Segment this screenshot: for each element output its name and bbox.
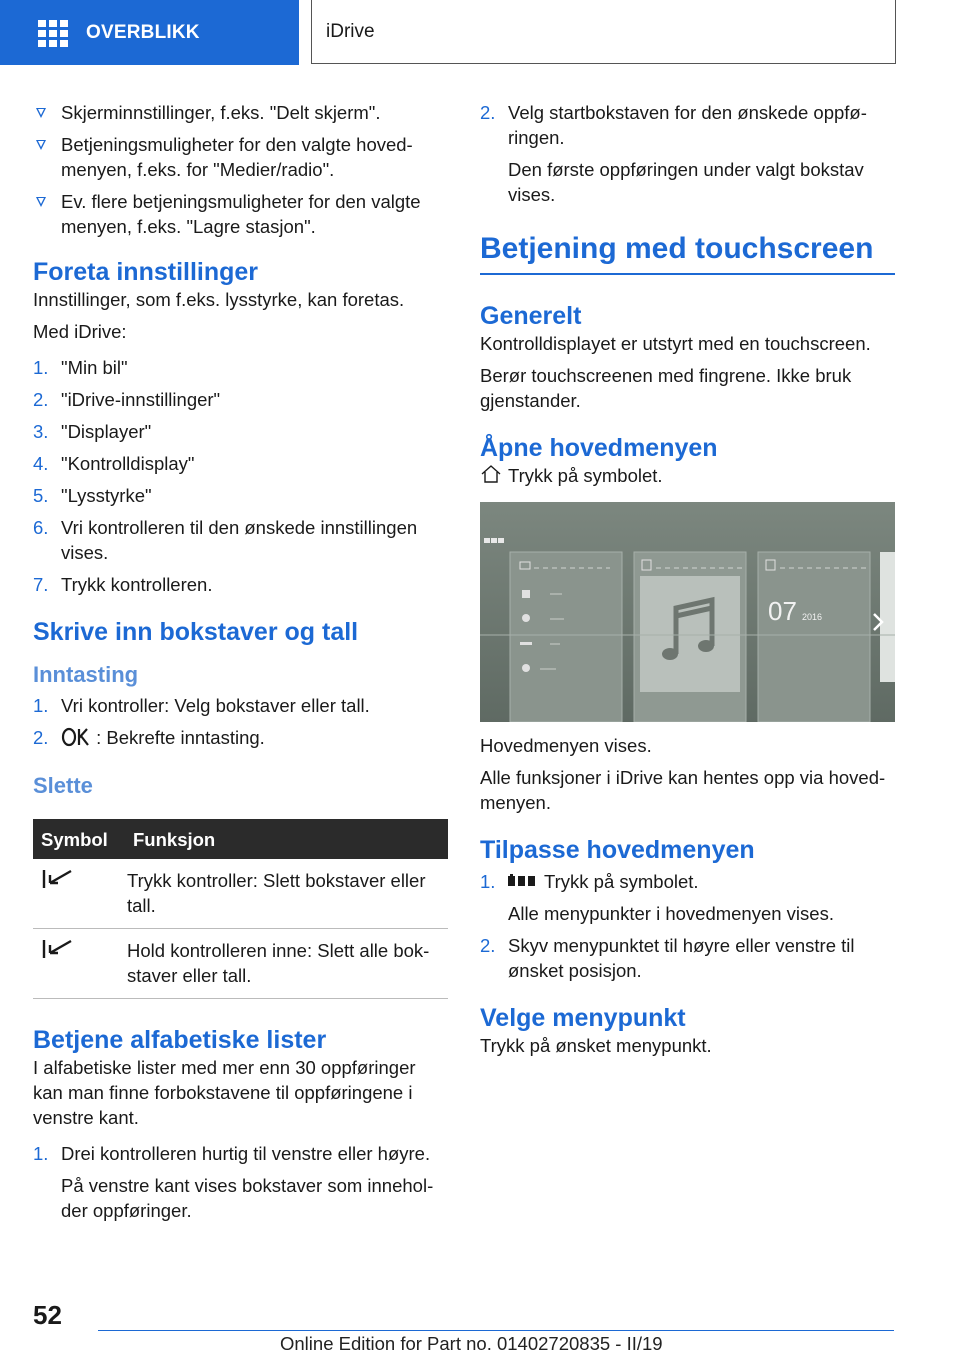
heading-slette: Slette [33,773,93,798]
paragraph: Trykk på symbolet. [480,463,895,488]
heading-skrive-inn: Skrive inn bokstaver og tall [33,618,359,646]
grid-icon [38,20,68,46]
edition-note: Online Edition for Part no. 01402720835 - II/19 [280,1333,663,1354]
list-item-detail: På venstre kant vises bokstaver som innehol-der oppføringer. [61,1175,434,1221]
overview-tab[interactable] [0,0,299,65]
heading-touchscreen: Betjening med touchscreen [480,231,895,275]
backspace-arrow-icon [41,868,75,890]
edit-menu-icon [508,874,538,888]
list-item: 7. Trykk kontrolleren. [33,574,213,595]
triangle-bullet-icon [36,108,46,118]
paragraph: Innstillinger, som f.eks. lysstyrke, kan foretas. [33,289,405,310]
paragraph: Berør touchscreenen med fingrene. Ikke bruk gjenstander. [480,365,852,411]
triangle-bullet-icon [36,197,46,207]
section-title: iDrive [326,20,375,42]
heading-velge-menypunkt: Velge menypunkt [480,1004,686,1032]
main-menu-screen-graphic [480,502,895,722]
paragraph: I alfabetiske lister med mer enn 30 oppføringer kan man finne forbokstavene til oppføringene i venstre kant. [33,1057,416,1128]
bullet-item: Ev. flere betjeningsmuligheter for den valgte menyen, f.eks. "Lagre stasjon". [33,189,448,239]
right-column [480,100,895,1065]
heading-alfabetiske-lister: Betjene alfabetiske lister [33,1026,327,1054]
main-menu-screenshot [480,502,895,722]
heading-apne-hovedmenyen: Åpne hovedmenyen [480,434,718,462]
paragraph: Med iDrive: [33,321,127,342]
column-header-function: Funksjon [127,819,448,859]
left-column [33,100,448,1230]
list-item: 1. Vri kontroller: Velg bokstaver eller tall. [33,695,370,716]
page-number: 52 [33,1300,62,1330]
list-item: 5. "Lysstyrke" [33,485,152,506]
paragraph: Alle funksjoner i iDrive kan hentes opp via hoved-menyen. [480,767,886,813]
backspace-arrow-icon [41,938,75,960]
table-row: Hold kontrolleren inne: Slett alle bok-staver eller tall. [33,929,448,999]
symbol-table [33,819,448,999]
menu-edit-icon [484,538,504,543]
footer-divider [98,1330,894,1331]
list-item: 2. "iDrive-innstillinger" [33,389,221,410]
bullet-item: Skjerminnstillinger, f.eks. "Delt skjerm". [33,100,448,125]
list-item-detail: Den første oppføringen under valgt bokstav vises. [508,159,864,205]
tile-value: 07 [768,596,797,626]
list-item-detail: Alle menypunkter i hovedmenyen vises. [508,903,834,924]
heading-foreta-innstillinger: Foreta innstillinger [33,258,259,286]
list-item: 3. "Displayer" [33,421,152,442]
paragraph: Trykk på ønsket menypunkt. [480,1035,712,1056]
table-header-row [33,819,448,859]
column-header-symbol: Symbol [33,819,127,859]
home-icon [480,464,502,484]
table-row: Trykk kontroller: Slett bokstaver eller tall. [33,859,448,929]
list-item: 2. Velg startbokstaven for den ønskede oppfø-ringen. [480,102,867,148]
section-header [311,0,896,64]
list-item: 2. : Bekrefte inntasting. [33,727,265,748]
list-item: 1. Trykk på symbolet. [480,871,699,892]
list-item: 1. Drei kontrolleren hurtig til venstre eller høyre. [33,1143,431,1164]
bullet-item: Betjeningsmuligheter for den valgte hoved-menyen, f.eks. for "Medier/radio". [33,132,448,182]
overview-tab-label: OVERBLIKK [86,21,200,43]
heading-tilpasse-hovedmenyen: Tilpasse hovedmenyen [480,836,755,864]
triangle-bullet-icon [36,140,46,150]
paragraph: Kontrolldisplayet er utstyrt med en touchscreen. [480,333,871,354]
heading-generelt: Generelt [480,302,582,330]
list-item: 4. "Kontrolldisplay" [33,453,195,474]
ok-icon [61,727,91,747]
list-item: 6. Vri kontrolleren til den ønskede innstillingen vises. [33,517,418,563]
list-item: 1. "Min bil" [33,357,128,378]
paragraph: Hovedmenyen vises. [480,735,652,756]
heading-inntasting: Inntasting [33,662,139,687]
list-item: 2. Skyv menypunktet til høyre eller venstre til ønsket posisjon. [480,935,855,981]
tile-year: 2016 [802,612,823,622]
